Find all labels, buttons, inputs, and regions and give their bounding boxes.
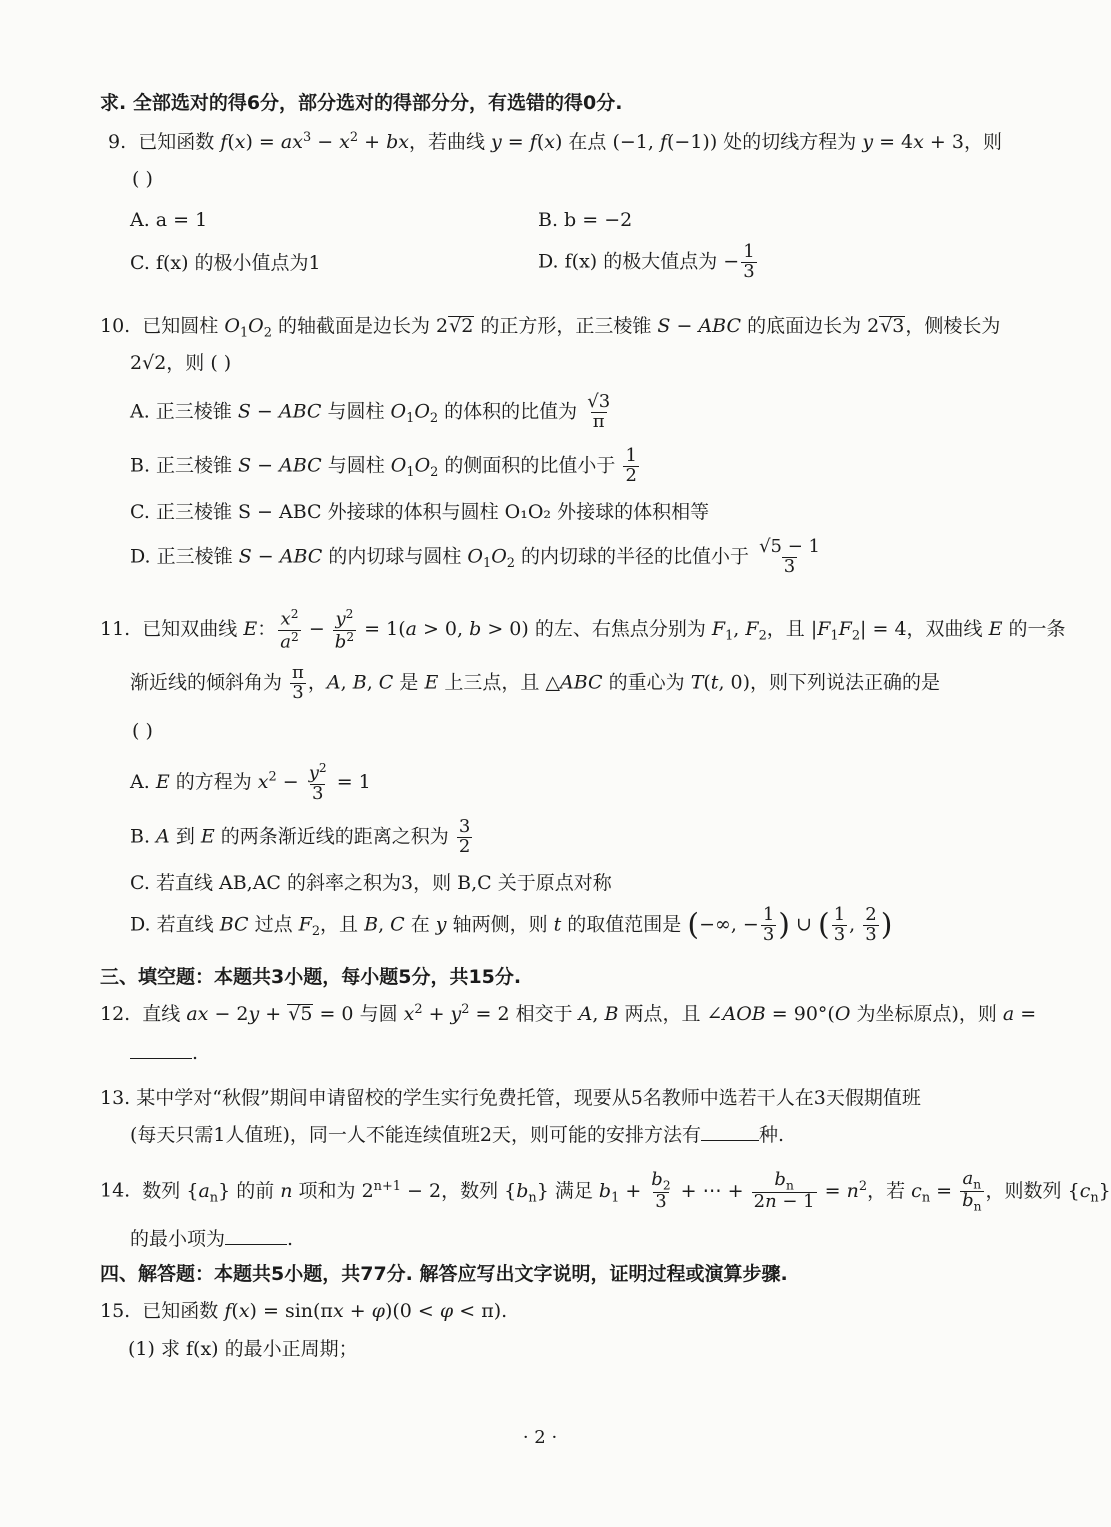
question-11-option-a: A. E 的方程为 $x^2$ − $\frac{y^2}{3}$ = 1 xyxy=(130,761,371,804)
question-13-text-cont: (每天只需1人值班)，同一人不能连续值班2天，则可能的安排方法有 xyxy=(130,1124,702,1146)
question-9-stem xyxy=(108,132,1002,152)
fraction xyxy=(585,393,612,432)
fraction: $\frac{b_2}{3}$ xyxy=(651,1169,671,1213)
question-11-number: 11. xyxy=(100,618,131,641)
question-13-answer-blank[interactable] xyxy=(701,1139,759,1141)
question-9-answer-paren: ( ) xyxy=(132,168,153,190)
question-10-option-c: C. 正三棱锥 S − ABC 外接球的体积与圆柱 O₁O₂ 外接球的体积相等 xyxy=(130,501,710,523)
fraction xyxy=(741,243,756,282)
question-10-stem-cont: 2√2，则 ( ) xyxy=(130,352,232,374)
fraction xyxy=(757,538,822,577)
fraction: $\frac{x^2}{a^2}$ xyxy=(280,607,299,653)
question-15-part-1: (1) 求 f(x) 的最小正周期； xyxy=(128,1338,358,1360)
fraction-numerator: 1 xyxy=(743,241,755,262)
question-14-number: 14. xyxy=(100,1179,131,1202)
question-10-option-a: A. 正三棱锥 S − ABC 与圆柱 $O_1O_2$ 的体积的比值为 $\frac{√3}{\pi}$ xyxy=(130,391,611,432)
fraction-numerator: √3 xyxy=(587,391,611,412)
question-11-option-b: B. A 到 E 的两条渐近线的距离之积为 $\frac{3}{2}$ xyxy=(130,816,471,857)
question-10-option-b: B. 正三棱锥 S − ABC 与圆柱 $O_1O_2$ 的侧面积的比值小于 $\frac{1}{2}$ xyxy=(130,445,637,486)
question-10-option-d: D. 正三棱锥 S − ABC 的内切球与圆柱 $O_1O_2$ 的内切球的半径的比值小于 $\frac{√5 - 1}{3}$ xyxy=(130,536,820,577)
fraction: $\frac{y^2}{3}$ xyxy=(308,761,327,804)
fraction: $\frac{2}{3}$ xyxy=(865,904,877,945)
question-13-number: 13. xyxy=(100,1087,131,1109)
question-15-number: 15. xyxy=(100,1300,131,1322)
fraction: $\frac{1}{3}$ xyxy=(833,904,846,945)
question-13-text: 某中学对“秋假”期间申请留校的学生实行免费托管，现要从5名教师中选若干人在3天假期值班 xyxy=(136,1087,921,1109)
question-14-answer-blank[interactable] xyxy=(225,1243,287,1245)
question-14-text: 数列 $\{a_n\}$ 的前 n 项和为 $2^{n+1} - 2$，数列 $\{b_n\}$ 满足 $b_1$ + $\frac{b_2}{3}$ + ⋯ + $\frac{b_n}{2n - 1}$ = $n^2$，若 $c_n$ = $\frac{a_n}{b_n}$ ，则数列 $\{c_n\}$ xyxy=(136,1168,1111,1214)
question-15-stem xyxy=(100,1302,507,1321)
question-11-stem xyxy=(100,608,1066,652)
question-12-number: 12. xyxy=(100,1003,131,1026)
section-3-title: 三、填空题：本题共3小题，每小题5分，共15分. xyxy=(100,966,522,988)
section-instruction: 求. 全部选对的得6分，部分选对的得部分分，有选错的得0分. xyxy=(100,92,623,114)
fraction-numerator: √5 − 1 xyxy=(759,536,820,557)
question-15-text: 已知函数 f(x) = sin(πx + φ)(0 < φ < π). xyxy=(136,1300,508,1322)
question-9-text: 已知函数 $f(x) = ax^3 - x^2$ + bx，若曲线 y = f(x) 在点 (−1, f(−1)) 处的切线方程为 y = 4x + 3，则 xyxy=(132,130,1002,154)
question-10-text: 已知圆柱 $O_1O_2$ 的轴截面是边长为 2√2 的正方形，正三棱锥 S − ABC 的底面边长为 2√3，侧棱长为 xyxy=(136,315,1001,341)
question-14-text-cont: 的最小项为 xyxy=(130,1228,226,1250)
fraction-denominator: 2 xyxy=(625,464,637,486)
question-9-number: 9. xyxy=(108,131,127,154)
fraction xyxy=(623,447,638,486)
fraction: $\frac{1}{3}$ xyxy=(762,904,775,945)
fraction: $\frac{a_n}{b_n}$ xyxy=(962,1168,982,1214)
question-11-text: 已知双曲线 E： $\frac{x^2}{a^2}$ − $\frac{y^2}{b^2}$ = 1(a > 0, b > 0) 的左、右焦点分别为 $F_1$, $F_2$，且 $|F_1F_2| = 4$，双曲线 E 的一条 xyxy=(136,607,1066,653)
question-12-answer-blank[interactable]: . xyxy=(130,1044,198,1063)
fraction-denominator: 3 xyxy=(743,260,755,282)
question-13-text-end: 种. xyxy=(759,1124,785,1146)
fraction: $\frac{b_n}{2n - 1}$ xyxy=(753,1169,815,1213)
fraction: $\frac{\pi}{3}$ xyxy=(292,662,304,703)
question-12-stem xyxy=(100,1004,1036,1024)
question-11-option-d: D. 若直线 BC 过点 $F_2$，且 B, C 在 y 轴两侧，则 t 的取值范围是 (−∞, − $\frac{1}{3}$ ) ∪ ( $\frac{1}{3}$ , $\frac{2}{3}$ ) xyxy=(130,904,893,945)
question-11-option-c: C. 若直线 AB,AC 的斜率之积为3，则 B,C 关于原点对称 xyxy=(130,872,612,894)
question-9-option-b: B. b = −2 xyxy=(538,209,633,231)
question-10-stem xyxy=(100,316,1000,340)
page-number: · 2 · xyxy=(522,1427,558,1448)
question-9-option-c: C. f(x) 的极小值点为1 xyxy=(130,252,321,274)
question-10-number: 10. xyxy=(100,315,131,337)
question-12-text: 直线 ax − 2y + √5 = 0 与圆 $x^2 + y^2 = 2$ 相交于 A, B 两点，且 ∠AOB = 90°(O 为坐标原点)，则 a = xyxy=(136,1002,1037,1026)
question-9-option-d-text: D. f(x) 的极大值点为 − xyxy=(538,250,740,273)
fraction: $\frac{y^2}{b^2}$ xyxy=(334,607,355,653)
question-14-stem-cont: 的最小项为 . xyxy=(130,1228,294,1250)
question-13-stem xyxy=(100,1089,921,1108)
fraction: $\frac{3}{2}$ xyxy=(458,816,471,857)
question-9-option-a: A. a = 1 xyxy=(130,209,208,231)
question-11-stem-cont: 渐近线的倾斜角为 $\frac{\pi}{3}$ ，A, B, C 是 E 上三点，且 △ABC 的重心为 T(t, 0)，则下列说法正确的是 xyxy=(130,662,941,703)
question-14-stem xyxy=(100,1170,1111,1213)
question-11-answer-paren: ( ) xyxy=(132,720,153,742)
question-13-stem-cont xyxy=(130,1126,784,1145)
fraction-denominator: π xyxy=(592,410,605,432)
question-9-option-d xyxy=(538,243,759,282)
section-4-title: 四、解答题：本题共5小题，共77分. 解答应写出文字说明，证明过程或演算步骤. xyxy=(100,1263,788,1285)
fraction-denominator: 3 xyxy=(783,555,796,577)
fraction-numerator: 1 xyxy=(625,445,637,466)
